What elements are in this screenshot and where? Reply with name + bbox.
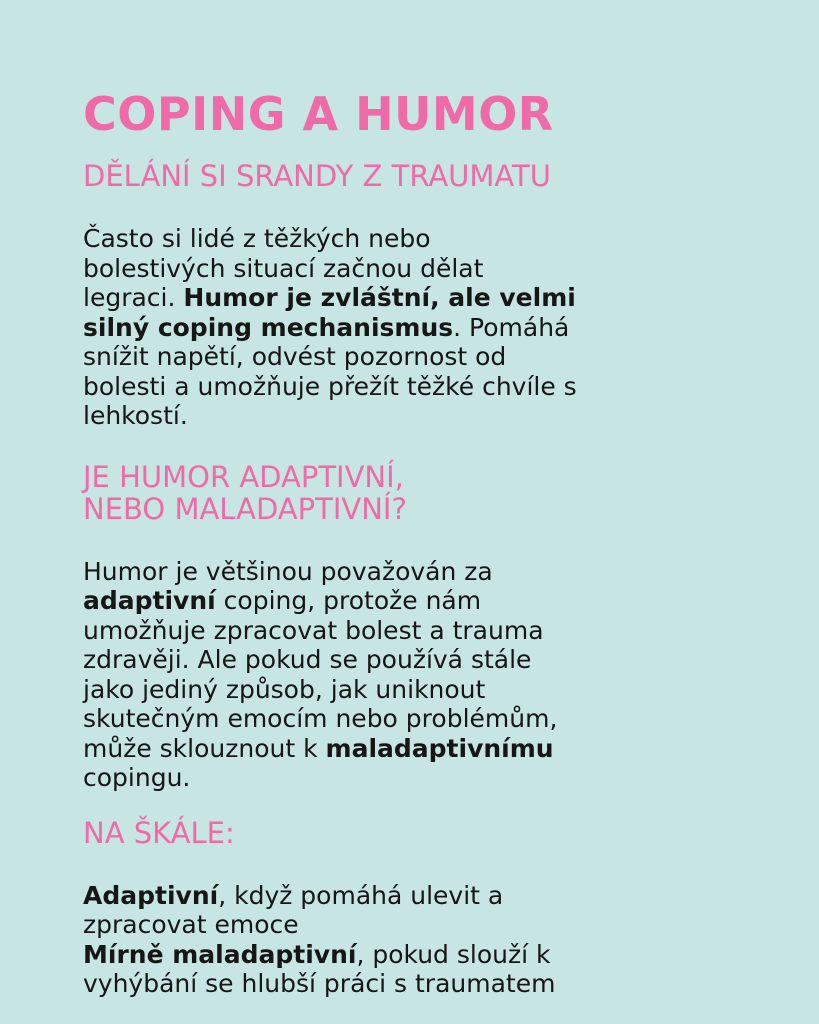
line: vyhýbání se hlubší práci s traumatem xyxy=(83,969,556,998)
section-heading-adaptive-question xyxy=(83,461,759,525)
scale-item-mild-maladaptive: Mírně maladaptivní, pokud slouží k xyxy=(83,939,551,969)
line: bolestivých situací začnou dělat xyxy=(83,253,484,283)
line: umožňuje zpracovat bolest a trauma xyxy=(83,615,544,645)
page-title: COPING A HUMOR xyxy=(83,87,554,141)
line: copingu. xyxy=(83,763,191,792)
line: adaptivní coping, protože nám xyxy=(83,586,482,615)
line: silný coping mechanismus. Pomáhá xyxy=(83,312,570,342)
line: lehkostí. xyxy=(83,401,188,430)
line: Často si lidé z těžkých nebo xyxy=(83,224,431,253)
line: zpracovat emoce xyxy=(83,910,299,939)
scale-item-adaptive: Adaptivní, když pomáhá ulevit a xyxy=(83,880,504,910)
line: Humor je většinou považován za xyxy=(83,556,493,586)
heading-line: JE HUMOR ADAPTIVNÍ, xyxy=(83,459,404,494)
line: snížit napětí, odvést pozornost od xyxy=(83,342,507,371)
line: zdravěji. Ale pokud se používá stále xyxy=(83,645,532,674)
line: bolesti a umožňuje přežít těžké chvíle s xyxy=(83,371,577,401)
line: může sklouznout k maladaptivnímu xyxy=(83,733,554,763)
paragraph-humor-coping xyxy=(83,224,759,431)
paragraph-adaptive xyxy=(83,557,759,793)
section-heading-trauma-humor: DĚLÁNÍ SI SRANDY Z TRAUMATU xyxy=(83,159,551,193)
heading-line: NEBO MALADAPTIVNÍ? xyxy=(83,491,407,526)
line: skutečným emocím nebo problémům, xyxy=(83,704,558,733)
section-heading-scale: NA ŠKÁLE: xyxy=(83,815,235,850)
line: legraci. Humor je zvláštní, ale velmi xyxy=(83,283,576,312)
line: jako jediný způsob, jak uniknout xyxy=(83,674,486,704)
scale-list xyxy=(83,881,759,999)
